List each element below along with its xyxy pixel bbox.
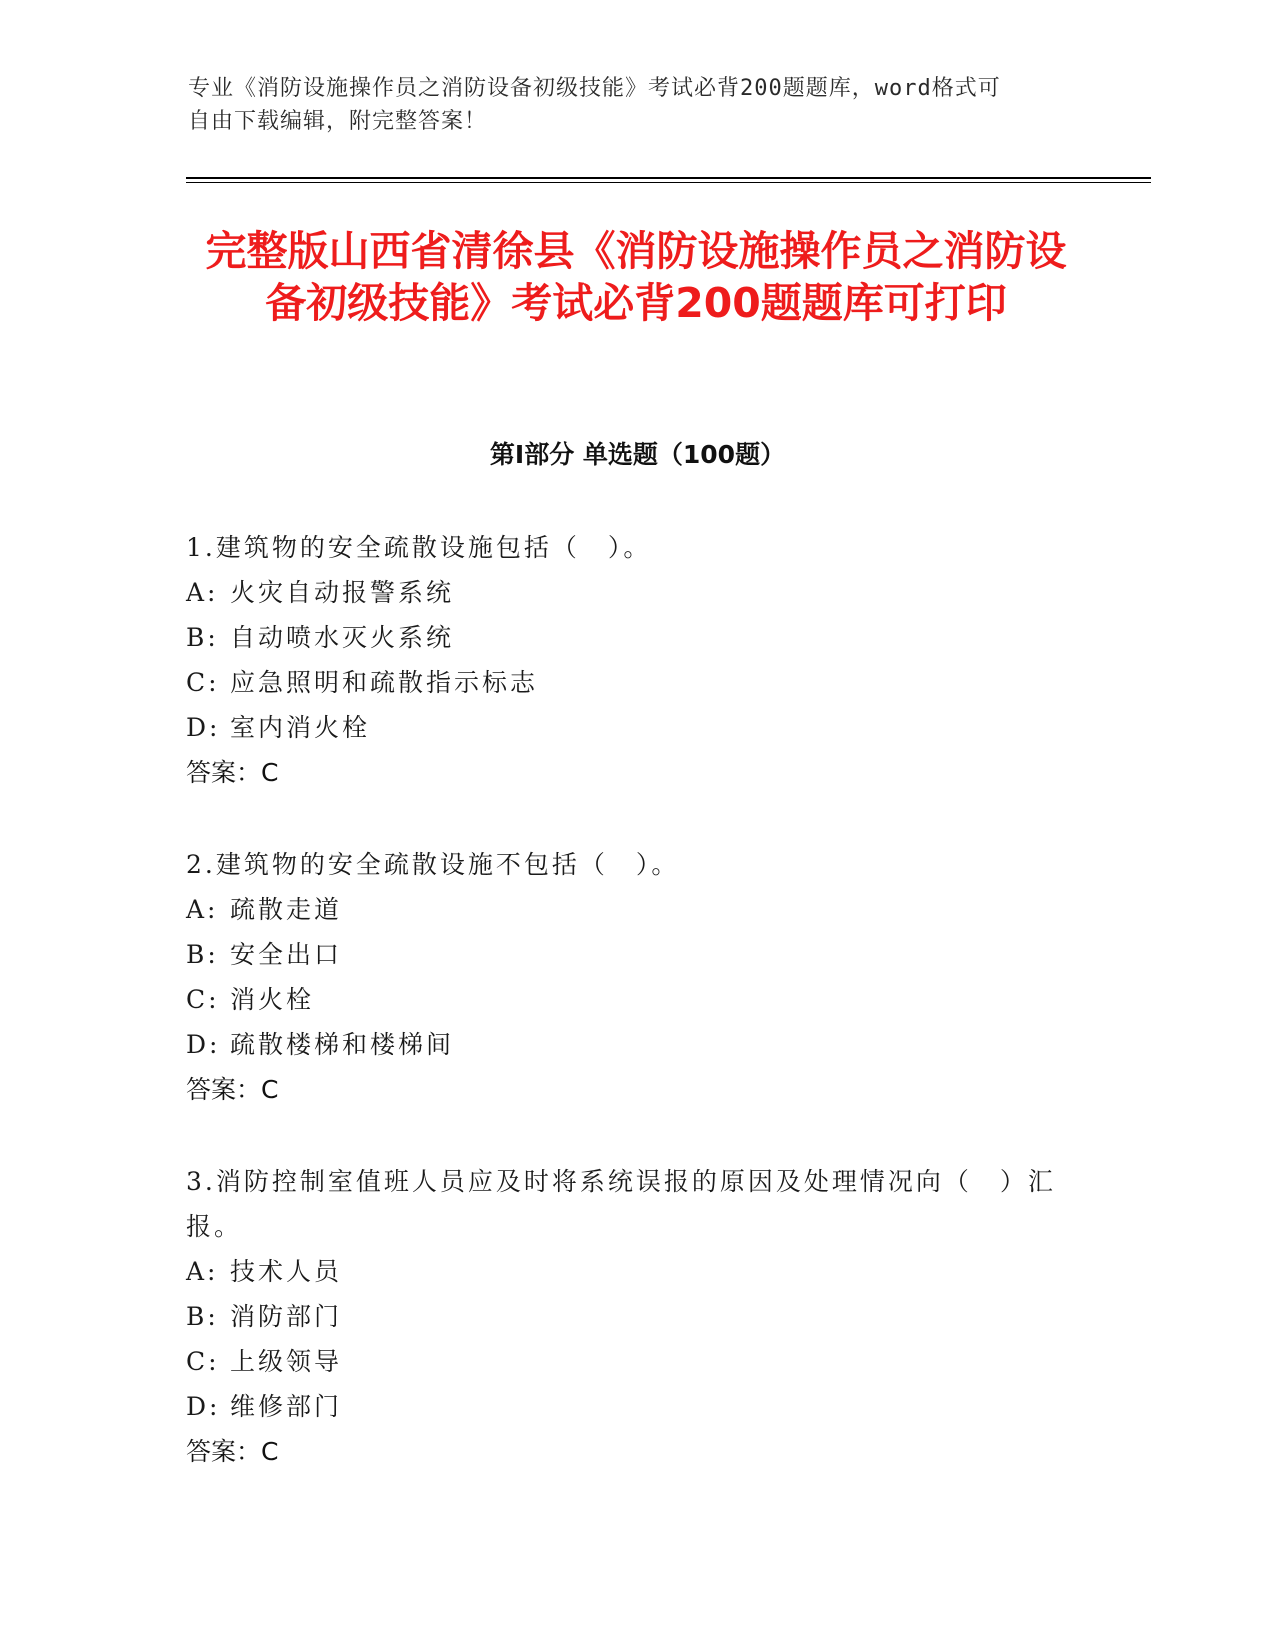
section-heading: 第I部分 单选题（100题） [489,440,786,469]
question-3 [186,1159,1086,1474]
option-key: D: [186,1030,221,1059]
option-c [186,1339,1086,1384]
header-divider-thick [186,177,1151,179]
option-c [186,660,1086,705]
option-a [186,887,1086,932]
question-stem: 2.建筑物的安全疏散设施不包括（ ）。 [186,850,680,879]
option-text: 上级领导 [230,1347,343,1376]
option-b [186,932,1086,977]
option-key: C: [186,985,220,1014]
header-note-line-1: 专业《消防设施操作员之消防设备初级技能》考试必背200题题库，word格式可 [188,76,1001,101]
option-text: 自动喷水灭火系统 [230,623,455,652]
question-stem: 1.建筑物的安全疏散设施包括（ ）。 [186,533,652,562]
answer-line: 答案：C [186,1437,279,1466]
option-text: 安全出口 [230,940,343,969]
option-key: A: [186,578,219,607]
option-b [186,615,1086,660]
option-key: C: [186,1347,220,1376]
option-key: A: [186,1257,219,1286]
question-1 [186,525,1086,795]
answer-line: 答案：C [186,758,279,787]
option-key: D: [186,1392,221,1421]
option-text: 维修部门 [230,1392,343,1421]
option-d [186,1022,1086,1067]
option-text: 室内消火栓 [230,713,371,742]
option-text: 疏散楼梯和楼梯间 [230,1030,455,1059]
document-title: 完整版山西省清徐县《消防设施操作员之消防设备初级技能》考试必背200题题库可打印 [205,227,1067,327]
option-text: 应急照明和疏散指示标志 [230,668,539,697]
option-b [186,1294,1086,1339]
option-text: 消火栓 [230,985,315,1014]
option-key: A: [186,895,219,924]
header-note-line-2: 自由下载编辑，附完整答案！ [188,109,488,134]
option-key: D: [186,713,221,742]
option-key: B: [186,623,219,652]
option-text: 疏散走道 [230,895,343,924]
question-2 [186,842,1086,1112]
option-a [186,570,1086,615]
question-stem: 3.消防控制室值班人员应及时将系统误报的原因及处理情况向（ ）汇报。 [186,1167,1056,1241]
option-c [186,977,1086,1022]
answer-line: 答案：C [186,1075,279,1104]
option-key: B: [186,1302,219,1331]
option-d [186,1384,1086,1429]
option-a [186,1249,1086,1294]
option-key: C: [186,668,220,697]
option-d [186,705,1086,750]
header-divider-thin [186,182,1151,183]
option-text: 技术人员 [230,1257,343,1286]
option-text: 消防部门 [230,1302,343,1331]
option-text: 火灾自动报警系统 [230,578,455,607]
header-note [188,72,1068,138]
option-key: B: [186,940,219,969]
question-list [186,525,1086,1521]
